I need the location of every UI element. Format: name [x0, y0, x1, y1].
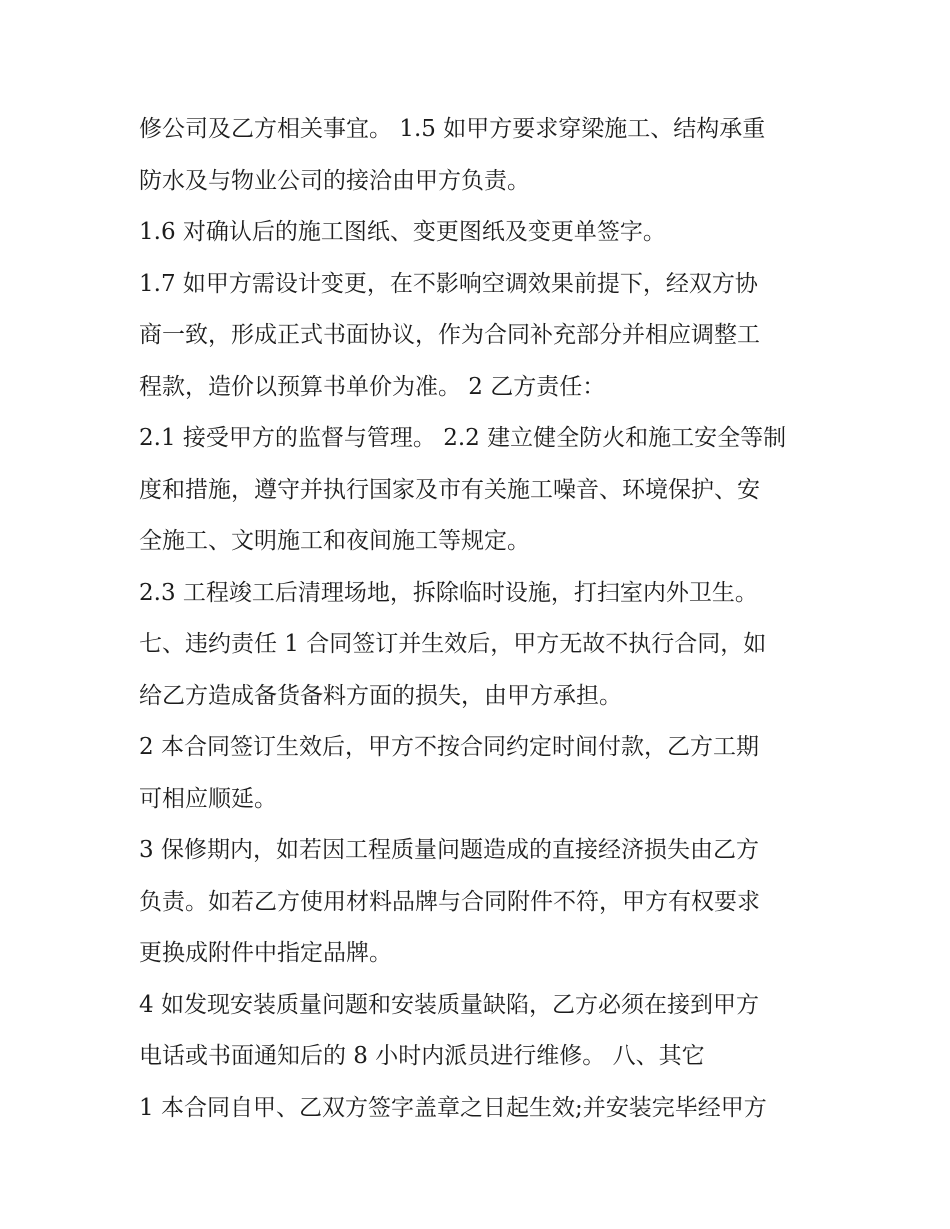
text-line-2: 防水及与物业公司的接洽由甲方负责。 — [139, 167, 530, 194]
text-line-20: 1 本合同自甲、乙双方签字盖章之日起生效;并安装完毕经甲方 — [139, 1094, 767, 1121]
text-line-14: 可相应顺延。 — [139, 785, 277, 812]
text-line-1: 修公司及乙方相关事宜。 1.5 如甲方要求穿梁施工、结构承重 — [139, 116, 766, 142]
text-line-6: 程款，造价以预算书单价为准。 2 乙方责任： — [139, 373, 606, 400]
text-line-17: 更换成附件中指定品牌。 — [139, 940, 392, 966]
text-line-13: 2 本合同签订生效后，甲方不按合同约定时间付款，乙方工期 — [139, 734, 759, 760]
text-line-7: 2.1 接受甲方的监督与管理。 2.2 建立健全防火和施工安全等制 — [139, 425, 787, 451]
text-line-12: 给乙方造成备货备料方面的损失，由甲方承担。 — [139, 682, 622, 709]
text-line-3: 1.6 对确认后的施工图纸、变更图纸及变更单签字。 — [139, 219, 666, 245]
document-body — [139, 104, 819, 1134]
text-line-18: 4 如发现安装质量问题和安装质量缺陷，乙方必须在接到甲方 — [139, 991, 759, 1018]
text-line-9: 全施工、文明施工和夜间施工等规定。 — [139, 528, 530, 554]
text-line-19: 电话或书面通知后的 8 小时内派员进行维修。 八、其它 — [139, 1043, 705, 1069]
text-line-11: 七、违约责任 1 合同签订并生效后，甲方无故不执行合同，如 — [139, 631, 767, 657]
text-line-15: 3 保修期内，如若因工程质量问题造成的直接经济损失由乙方 — [139, 837, 759, 863]
text-line-5: 商一致，形成正式书面协议，作为合同补充部分并相应调整工 — [139, 322, 760, 348]
text-line-16: 负责。如若乙方使用材料品牌与合同附件不符，甲方有权要求 — [139, 888, 760, 915]
text-line-8: 度和措施，遵守并执行国家及市有关施工噪音、环境保护、安 — [139, 476, 760, 503]
text-line-4: 1.7 如甲方需设计变更，在不影响空调效果前提下，经双方协 — [139, 270, 758, 297]
text-line-10: 2.3 工程竣工后清理场地，拆除临时设施，打扫室内外卫生。 — [139, 579, 758, 606]
